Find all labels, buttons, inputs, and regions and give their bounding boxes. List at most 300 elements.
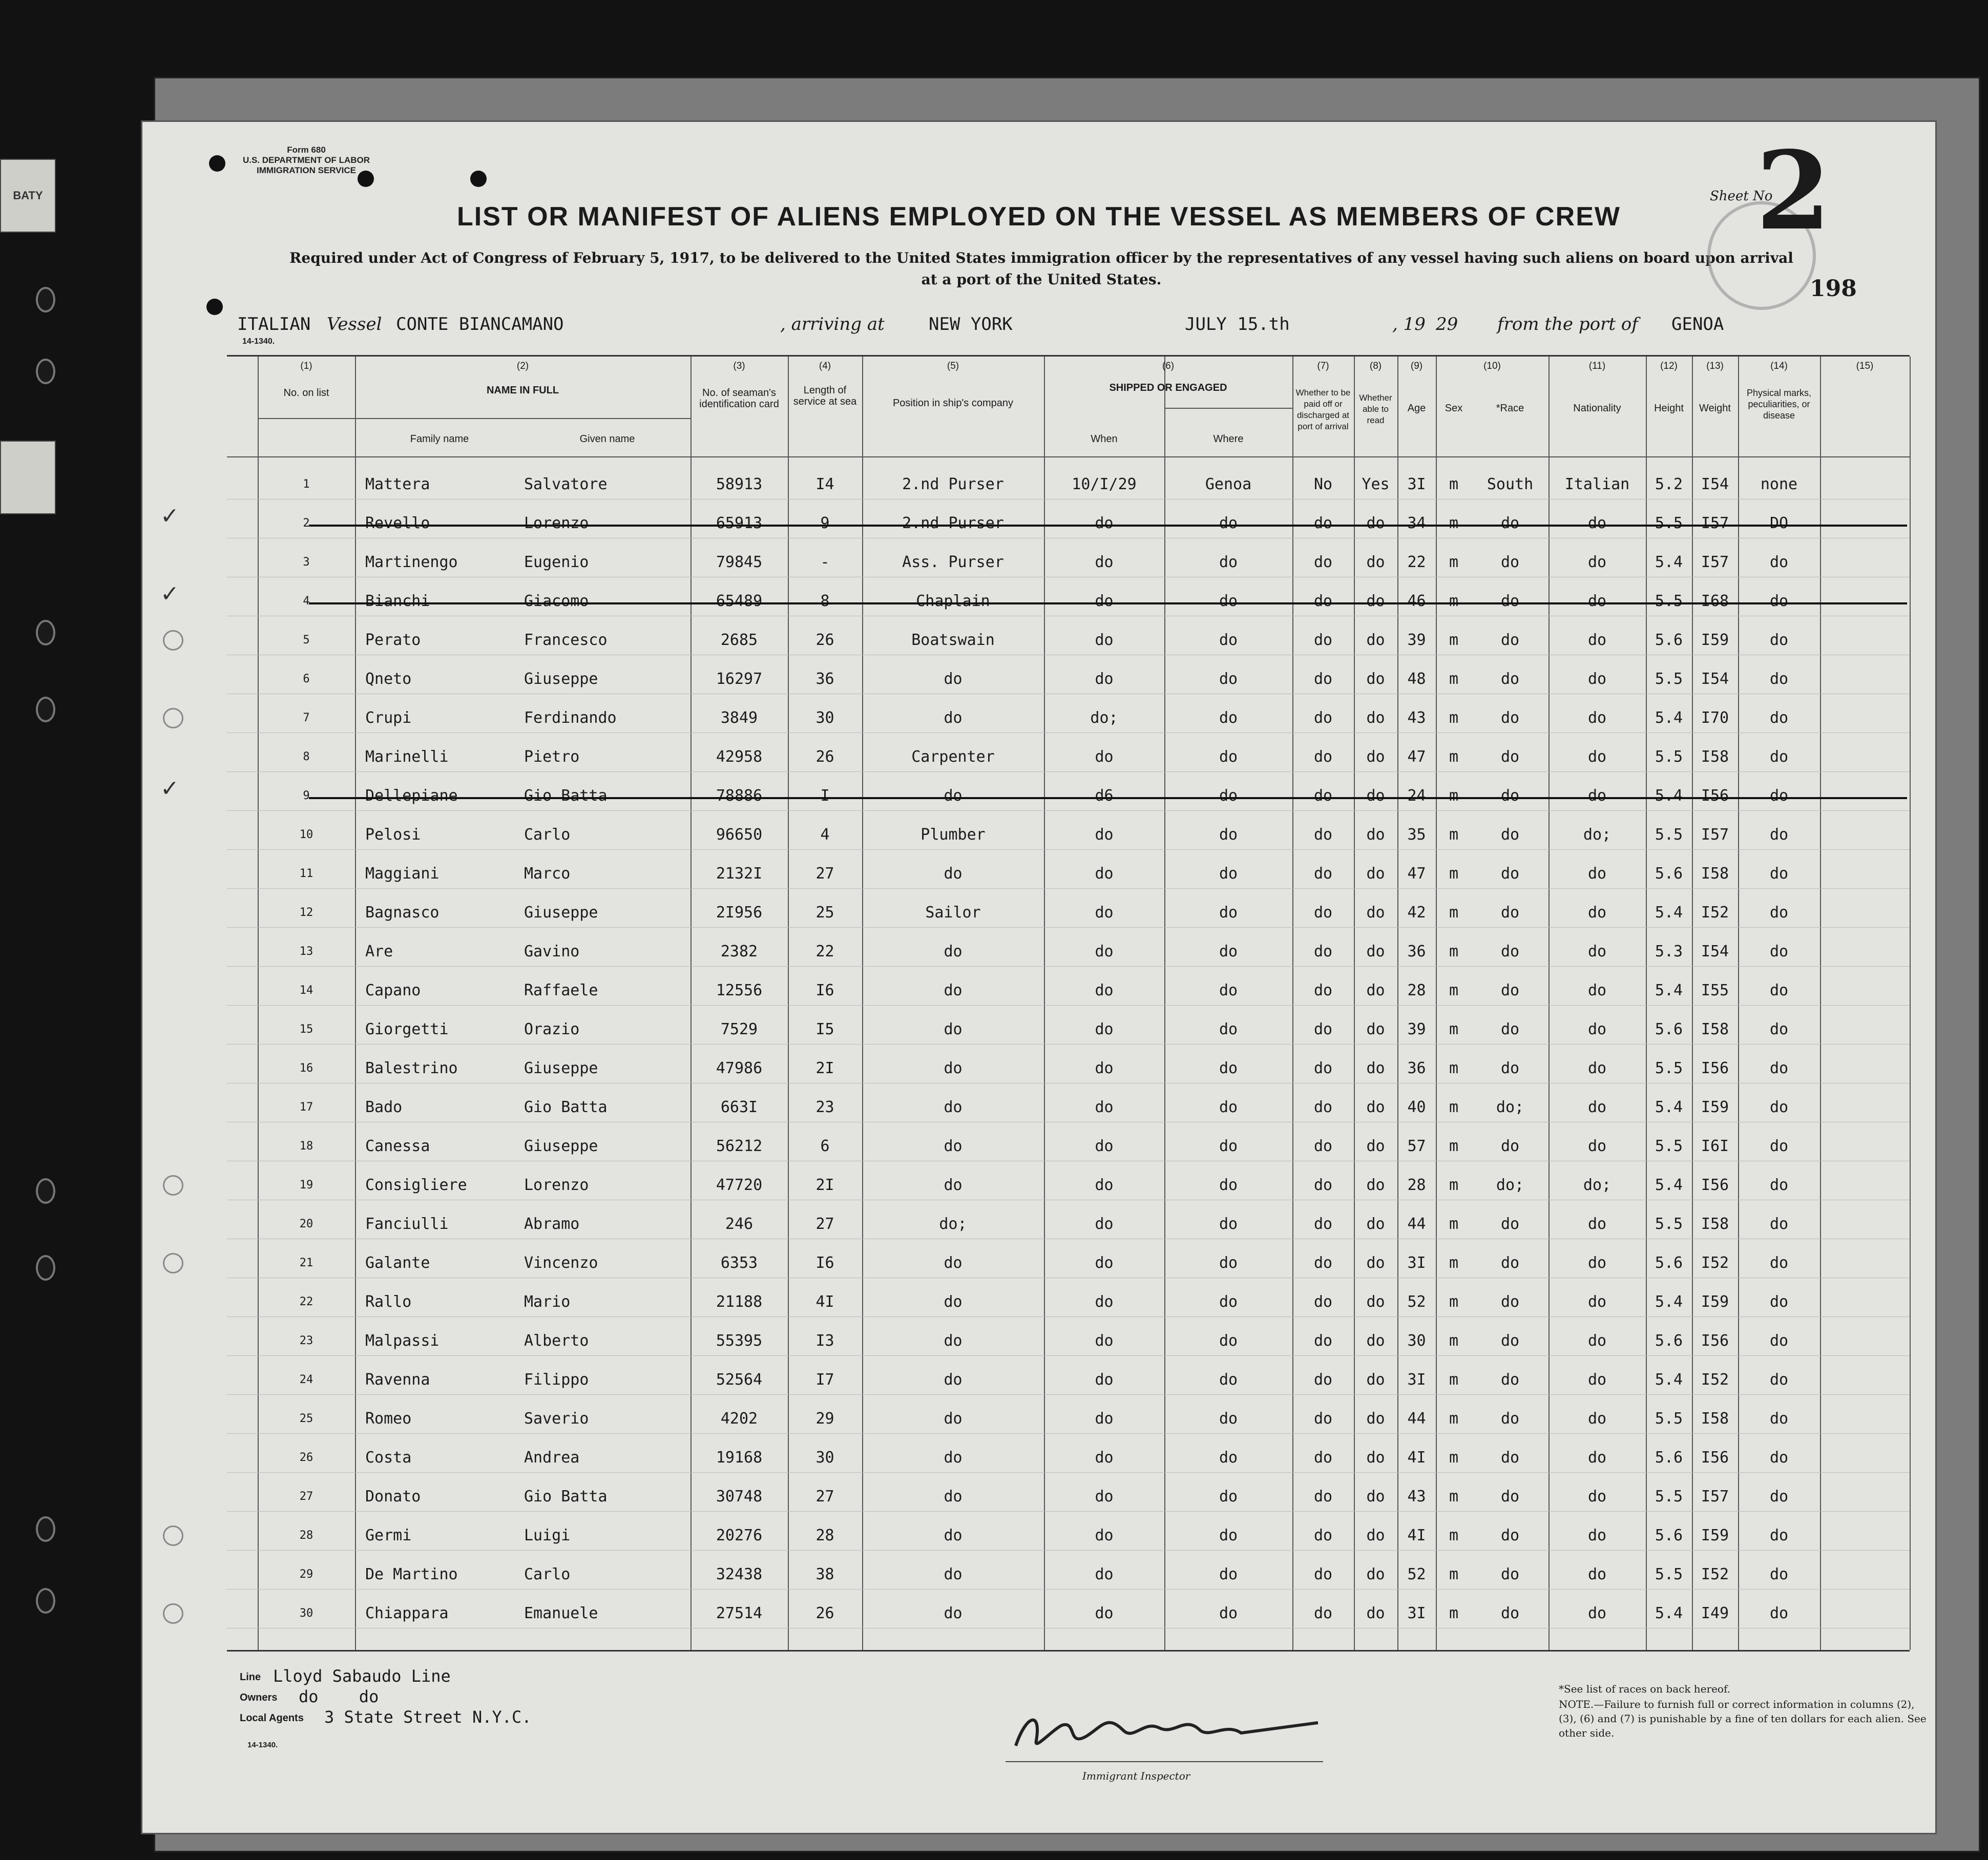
cell-no: 20 bbox=[299, 1218, 313, 1230]
cell-given: Giuseppe bbox=[524, 1059, 598, 1077]
cell-weight: I54 bbox=[1701, 943, 1729, 960]
cell-given: Ferdinando bbox=[524, 709, 617, 727]
cell-when: do bbox=[1095, 1215, 1114, 1233]
cell-weight: I52 bbox=[1701, 1371, 1729, 1389]
cell-race: do bbox=[1500, 1020, 1520, 1038]
manifest-footer bbox=[237, 1654, 1928, 1823]
cell-age: 39 bbox=[1407, 1020, 1426, 1038]
cell-read: do bbox=[1366, 631, 1385, 649]
cell-no: 11 bbox=[299, 867, 313, 880]
cell-nat: do bbox=[1587, 1565, 1607, 1583]
cell-position: do bbox=[944, 1488, 962, 1506]
cell-paid: do bbox=[1313, 1059, 1333, 1077]
cell-paid: do bbox=[1313, 981, 1333, 999]
cell-when: do bbox=[1095, 1332, 1114, 1350]
binder-hole bbox=[36, 697, 55, 722]
header-when: When bbox=[1091, 433, 1118, 445]
cell-where: do bbox=[1219, 1604, 1238, 1622]
cell-read: do bbox=[1366, 981, 1385, 999]
cell-read: do bbox=[1366, 1059, 1385, 1077]
cell-age: 52 bbox=[1407, 1565, 1426, 1583]
cell-family: Rallo bbox=[365, 1293, 412, 1311]
cell-no: 27 bbox=[299, 1490, 313, 1503]
cell-card: 16297 bbox=[716, 670, 763, 688]
arrival-date: JULY 15.th bbox=[1185, 314, 1290, 335]
cell-when: do bbox=[1095, 1059, 1114, 1077]
cell-card: 2132I bbox=[716, 865, 763, 883]
cell-family: Germi bbox=[365, 1527, 412, 1544]
cell-race: do bbox=[1500, 514, 1520, 532]
cell-given: Emanuele bbox=[524, 1604, 598, 1622]
cell-age: 44 bbox=[1407, 1215, 1426, 1233]
cell-nat: do bbox=[1587, 904, 1607, 922]
agents-value: 3 State Street N.Y.C. bbox=[324, 1707, 532, 1727]
cell-sex: m bbox=[1449, 1020, 1459, 1038]
cell-weight: I58 bbox=[1701, 1215, 1729, 1233]
cell-weight: I70 bbox=[1701, 709, 1729, 727]
row-rule bbox=[227, 1316, 1910, 1317]
cell-nat: Italian bbox=[1564, 475, 1630, 493]
cell-card: 78886 bbox=[716, 787, 763, 805]
cell-card: 2685 bbox=[720, 631, 758, 649]
cell-family: Marinelli bbox=[365, 748, 449, 766]
cell-card: 3849 bbox=[720, 709, 758, 727]
cell-when: do bbox=[1095, 592, 1114, 610]
cell-where: do bbox=[1219, 1449, 1238, 1467]
cell-sex: m bbox=[1449, 1565, 1459, 1583]
cell-position: Carpenter bbox=[911, 748, 995, 766]
cell-weight: I52 bbox=[1701, 1254, 1729, 1272]
col-num-5: (5) bbox=[947, 361, 959, 371]
cell-card: 65913 bbox=[716, 514, 763, 532]
cell-race: do; bbox=[1496, 1098, 1524, 1116]
cell-position: do bbox=[944, 1176, 962, 1194]
cell-age: 39 bbox=[1407, 631, 1426, 649]
cell-sex: m bbox=[1449, 631, 1459, 649]
cell-weight: I49 bbox=[1701, 1604, 1729, 1622]
cell-age: 3I bbox=[1407, 1254, 1426, 1272]
cell-nat: do bbox=[1587, 1098, 1607, 1116]
cell-nat: do bbox=[1587, 670, 1607, 688]
cell-length: 26 bbox=[815, 748, 834, 766]
cell-given: Gio Batta bbox=[524, 787, 608, 805]
cell-read: do bbox=[1366, 826, 1385, 844]
cell-race: do bbox=[1500, 943, 1520, 960]
cell-marks: do bbox=[1769, 592, 1789, 610]
cell-nat: do bbox=[1587, 981, 1607, 999]
cell-card: 663I bbox=[720, 1098, 758, 1116]
cell-read: do bbox=[1366, 1098, 1385, 1116]
header-age: Age bbox=[1407, 403, 1426, 414]
cell-given: Raffaele bbox=[524, 981, 598, 999]
cell-age: 28 bbox=[1407, 1176, 1426, 1194]
cell-paid: do bbox=[1313, 1488, 1333, 1506]
cell-age: 47 bbox=[1407, 865, 1426, 883]
row-rule bbox=[227, 771, 1910, 772]
cell-no: 12 bbox=[299, 906, 313, 919]
cell-card: 55395 bbox=[716, 1332, 763, 1350]
cell-nat: do bbox=[1587, 943, 1607, 960]
cell-when: do bbox=[1095, 1488, 1114, 1506]
cell-height: 5.4 bbox=[1655, 1098, 1683, 1116]
cell-position: do bbox=[944, 1410, 962, 1428]
cell-no: 23 bbox=[299, 1334, 313, 1347]
cell-marks: do bbox=[1769, 943, 1789, 960]
header-nationality: Nationality bbox=[1573, 403, 1621, 414]
cell-length: - bbox=[820, 553, 830, 571]
vessel-form-code: 14-1340. bbox=[242, 337, 275, 346]
header-paid-off: Whether to be paid off or discharged at port of arrival bbox=[1295, 388, 1351, 431]
cell-weight: I56 bbox=[1701, 787, 1729, 805]
header-weight: Weight bbox=[1699, 403, 1731, 414]
cell-no: 18 bbox=[299, 1140, 313, 1153]
cell-age: 52 bbox=[1407, 1293, 1426, 1311]
cell-marks: do bbox=[1769, 670, 1789, 688]
cell-where: do bbox=[1219, 904, 1238, 922]
cell-length: I6 bbox=[815, 1254, 834, 1272]
cell-marks: do bbox=[1769, 981, 1789, 999]
cell-age: 46 bbox=[1407, 592, 1426, 610]
cell-family: Bado bbox=[365, 1098, 403, 1116]
cell-sex: m bbox=[1449, 1449, 1459, 1467]
cell-where: do bbox=[1219, 592, 1238, 610]
cell-paid: do bbox=[1313, 1137, 1333, 1155]
cell-family: Fanciulli bbox=[365, 1215, 449, 1233]
cell-no: 14 bbox=[299, 984, 313, 997]
cell-sex: m bbox=[1449, 475, 1459, 493]
cell-no: 5 bbox=[303, 634, 310, 646]
cell-when: do bbox=[1095, 1254, 1114, 1272]
cell-no: 24 bbox=[299, 1373, 313, 1386]
cell-family: Giorgetti bbox=[365, 1020, 449, 1038]
cell-nat: do bbox=[1587, 1488, 1607, 1506]
cell-where: do bbox=[1219, 1020, 1238, 1038]
cell-card: 65489 bbox=[716, 592, 763, 610]
header-where: Where bbox=[1213, 433, 1244, 445]
cell-weight: I58 bbox=[1701, 1410, 1729, 1428]
cell-length: 26 bbox=[815, 1604, 834, 1622]
cell-given: Gavino bbox=[524, 943, 580, 960]
cell-height: 5.4 bbox=[1655, 1293, 1683, 1311]
cell-weight: I55 bbox=[1701, 981, 1729, 999]
col-num-11: (11) bbox=[1588, 361, 1606, 371]
cell-height: 5.6 bbox=[1655, 1020, 1683, 1038]
cell-given: Abramo bbox=[524, 1215, 580, 1233]
cell-nat: do bbox=[1587, 1215, 1607, 1233]
cell-card: 20276 bbox=[716, 1527, 763, 1544]
cell-marks: do bbox=[1769, 1527, 1789, 1544]
row-rule bbox=[227, 1433, 1910, 1434]
cell-when: do; bbox=[1090, 709, 1118, 727]
cell-race: do bbox=[1500, 826, 1520, 844]
cell-marks: do bbox=[1769, 1604, 1789, 1622]
cell-where: do bbox=[1219, 1527, 1238, 1544]
cell-nat: do bbox=[1587, 1059, 1607, 1077]
cell-weight: I54 bbox=[1701, 670, 1729, 688]
cell-weight: I57 bbox=[1701, 1488, 1729, 1506]
cell-height: 5.5 bbox=[1655, 1059, 1683, 1077]
year-prefix: , 19 bbox=[1392, 314, 1426, 335]
cell-given: Mario bbox=[524, 1293, 571, 1311]
cell-position: Chaplain bbox=[916, 592, 990, 610]
binder-tab-top: BATY bbox=[0, 159, 56, 233]
col-num-13: (13) bbox=[1706, 361, 1724, 371]
cell-given: Alberto bbox=[524, 1332, 589, 1350]
cell-nat: do bbox=[1587, 1371, 1607, 1389]
cell-card: 47720 bbox=[716, 1176, 763, 1194]
cell-race: do bbox=[1500, 865, 1520, 883]
cell-weight: I58 bbox=[1701, 865, 1729, 883]
cell-height: 5.5 bbox=[1655, 670, 1683, 688]
arriving-label: , arriving at bbox=[780, 314, 885, 335]
cell-given: Salvatore bbox=[524, 475, 608, 493]
cell-age: 30 bbox=[1407, 1332, 1426, 1350]
row-rule bbox=[227, 966, 1910, 967]
cell-paid: do bbox=[1313, 1098, 1333, 1116]
cell-family: Chiappara bbox=[365, 1604, 449, 1622]
cell-where: do bbox=[1219, 826, 1238, 844]
cell-when: do bbox=[1095, 1565, 1114, 1583]
note-races: *See list of races on back hereof. bbox=[1559, 1683, 1731, 1695]
from-port-label: from the port of bbox=[1497, 314, 1638, 335]
col-num-6: (6) bbox=[1162, 361, 1175, 371]
cell-age: 47 bbox=[1407, 748, 1426, 766]
cell-paid: do bbox=[1313, 1565, 1333, 1583]
cell-when: do bbox=[1095, 1137, 1114, 1155]
cell-family: Perato bbox=[365, 631, 421, 649]
strikethrough-line bbox=[309, 797, 1907, 799]
cell-length: I3 bbox=[815, 1332, 834, 1350]
cell-position: do bbox=[944, 670, 962, 688]
cell-family: Galante bbox=[365, 1254, 430, 1272]
cell-nat: do bbox=[1587, 553, 1607, 571]
cell-where: do bbox=[1219, 1293, 1238, 1311]
cell-nat: do; bbox=[1583, 826, 1612, 844]
cell-age: 4I bbox=[1407, 1527, 1426, 1544]
cell-read: Yes bbox=[1362, 475, 1390, 493]
cell-height: 5.6 bbox=[1655, 1527, 1683, 1544]
owners-value: do do bbox=[299, 1687, 379, 1706]
cell-when: do bbox=[1095, 631, 1114, 649]
cell-family: Costa bbox=[365, 1449, 412, 1467]
cell-paid: do bbox=[1313, 1254, 1333, 1272]
cell-given: Francesco bbox=[524, 631, 608, 649]
cell-given: Pietro bbox=[524, 748, 580, 766]
header-sex: Sex bbox=[1445, 403, 1463, 414]
cell-family: Qneto bbox=[365, 670, 412, 688]
cell-when: do bbox=[1095, 1371, 1114, 1389]
cell-where: do bbox=[1219, 709, 1238, 727]
header-id-card: No. of seaman's identification card bbox=[699, 387, 779, 410]
cell-family: Mattera bbox=[365, 475, 430, 493]
punch-hole bbox=[209, 155, 225, 172]
cell-position: do bbox=[944, 865, 962, 883]
cell-race: do bbox=[1500, 1332, 1520, 1350]
col-num-2: (2) bbox=[516, 361, 529, 371]
cell-card: 56212 bbox=[716, 1137, 763, 1155]
cell-no: 9 bbox=[303, 789, 310, 802]
cell-no: 29 bbox=[299, 1568, 313, 1581]
cell-position: do bbox=[944, 1604, 962, 1622]
cell-age: 34 bbox=[1407, 514, 1426, 532]
cell-read: do bbox=[1366, 1488, 1385, 1506]
sheet-label: Sheet No bbox=[1710, 189, 1773, 204]
cell-marks: do bbox=[1769, 1254, 1789, 1272]
cell-read: do bbox=[1366, 1565, 1385, 1583]
cell-where: do bbox=[1219, 943, 1238, 960]
cell-where: Genoa bbox=[1205, 475, 1252, 493]
cell-position: Plumber bbox=[920, 826, 986, 844]
cell-age: 40 bbox=[1407, 1098, 1426, 1116]
cell-given: Gio Batta bbox=[524, 1488, 608, 1506]
cell-marks: do bbox=[1769, 904, 1789, 922]
cell-marks: do bbox=[1769, 1449, 1789, 1467]
cell-height: 5.4 bbox=[1655, 1371, 1683, 1389]
cell-card: 21188 bbox=[716, 1293, 763, 1311]
cell-where: do bbox=[1219, 1098, 1238, 1116]
cell-length: 30 bbox=[815, 709, 834, 727]
cell-weight: I57 bbox=[1701, 514, 1729, 532]
col-num-1: (1) bbox=[300, 361, 312, 371]
cell-nat: do bbox=[1587, 514, 1607, 532]
cell-length: I7 bbox=[815, 1371, 834, 1389]
cell-read: do bbox=[1366, 709, 1385, 727]
vessel-nationality: ITALIAN bbox=[237, 314, 311, 335]
cell-height: 5.2 bbox=[1655, 475, 1683, 493]
cell-race: do bbox=[1500, 1059, 1520, 1077]
agents-label: Local Agents bbox=[240, 1712, 304, 1724]
cell-weight: I59 bbox=[1701, 631, 1729, 649]
cell-nat: do bbox=[1587, 1604, 1607, 1622]
vessel-label: Vessel bbox=[327, 314, 382, 335]
cell-height: 5.5 bbox=[1655, 1215, 1683, 1233]
cell-no: 3 bbox=[303, 556, 310, 569]
cell-marks: DO bbox=[1769, 514, 1789, 532]
cell-no: 17 bbox=[299, 1101, 313, 1114]
cell-family: Martinengo bbox=[365, 553, 458, 571]
cell-read: do bbox=[1366, 1604, 1385, 1622]
cell-read: do bbox=[1366, 1020, 1385, 1038]
form-identifier: Form 680 U.S. DEPARTMENT OF LABOR IMMIGRATION SERVICE bbox=[242, 145, 370, 175]
inspector-signature bbox=[1006, 1700, 1333, 1761]
cell-nat: do bbox=[1587, 631, 1607, 649]
cell-sex: m bbox=[1449, 1604, 1459, 1622]
cell-nat: do bbox=[1587, 1449, 1607, 1467]
binder-tab-middle bbox=[0, 441, 56, 514]
crew-table bbox=[160, 355, 1910, 1652]
row-rule bbox=[227, 1550, 1910, 1551]
cell-age: 24 bbox=[1407, 787, 1426, 805]
cell-when: do bbox=[1095, 1098, 1114, 1116]
cell-height: 5.6 bbox=[1655, 1254, 1683, 1272]
cell-card: 32438 bbox=[716, 1565, 763, 1583]
cell-length: 29 bbox=[815, 1410, 834, 1428]
cell-paid: do bbox=[1313, 748, 1333, 766]
cell-height: 5.5 bbox=[1655, 1565, 1683, 1583]
cell-card: 2382 bbox=[720, 943, 758, 960]
binder-hole bbox=[36, 1178, 55, 1204]
manifest-sheet bbox=[141, 120, 1937, 1834]
cell-read: do bbox=[1366, 1410, 1385, 1428]
cell-height: 5.5 bbox=[1655, 1410, 1683, 1428]
cell-weight: I56 bbox=[1701, 1059, 1729, 1077]
cell-card: 4202 bbox=[720, 1410, 758, 1428]
cell-read: do bbox=[1366, 943, 1385, 960]
cell-card: 2I956 bbox=[716, 904, 763, 922]
header-physical-marks: Physical marks, peculiarities, or disease bbox=[1746, 388, 1812, 421]
cell-given: Vincenzo bbox=[524, 1254, 598, 1272]
cell-race: do bbox=[1500, 709, 1520, 727]
cell-position: do bbox=[944, 1449, 962, 1467]
cell-paid: do bbox=[1313, 1371, 1333, 1389]
cell-marks: do bbox=[1769, 1293, 1789, 1311]
cell-marks: do bbox=[1769, 1410, 1789, 1428]
cell-race: do bbox=[1500, 592, 1520, 610]
cell-given: Lorenzo bbox=[524, 1176, 589, 1194]
cell-paid: do bbox=[1313, 1293, 1333, 1311]
binder-hole bbox=[36, 1255, 55, 1281]
cell-card: 7529 bbox=[720, 1020, 758, 1038]
cell-nat: do bbox=[1587, 787, 1607, 805]
cell-where: do bbox=[1219, 1137, 1238, 1155]
cell-no: 6 bbox=[303, 673, 310, 685]
cell-sex: m bbox=[1449, 981, 1459, 999]
page-subtitle: Required under Act of Congress of February 5, 1917, to be delivered to the United States immigration officer by the representatives of any vessel having such aliens on board upon arrival at a port of the United States. bbox=[289, 249, 1793, 288]
binder-hole bbox=[36, 359, 55, 384]
departure-port: GENOA bbox=[1671, 314, 1724, 335]
cell-no: 19 bbox=[299, 1179, 313, 1192]
row-rule bbox=[227, 849, 1910, 850]
cell-race: do bbox=[1500, 1137, 1520, 1155]
cell-when: do bbox=[1095, 865, 1114, 883]
cell-given: Filippo bbox=[524, 1371, 589, 1389]
cell-nat: do bbox=[1587, 865, 1607, 883]
cell-sex: m bbox=[1449, 709, 1459, 727]
cell-position: do bbox=[944, 1293, 962, 1311]
cell-weight: I56 bbox=[1701, 1449, 1729, 1467]
col-num-9: (9) bbox=[1410, 361, 1423, 371]
cell-family: Revello bbox=[365, 514, 430, 532]
cell-where: do bbox=[1219, 553, 1238, 571]
cell-marks: do bbox=[1769, 1215, 1789, 1233]
cell-position: 2.nd Purser bbox=[902, 475, 1004, 493]
cell-race: do bbox=[1500, 553, 1520, 571]
col-num-4: (4) bbox=[819, 361, 831, 371]
cell-nat: do; bbox=[1583, 1176, 1612, 1194]
cell-age: 44 bbox=[1407, 1410, 1426, 1428]
cell-race: do; bbox=[1496, 1176, 1524, 1194]
cell-paid: do bbox=[1313, 1604, 1333, 1622]
cell-age: 36 bbox=[1407, 943, 1426, 960]
cell-height: 5.4 bbox=[1655, 1604, 1683, 1622]
cell-when: do bbox=[1095, 1293, 1114, 1311]
cell-position: Ass. Purser bbox=[902, 553, 1004, 571]
cell-family: Romeo bbox=[365, 1410, 412, 1428]
row-rule bbox=[227, 810, 1910, 811]
cell-race: South bbox=[1487, 475, 1534, 493]
cell-marks: do bbox=[1769, 553, 1789, 571]
cell-age: 48 bbox=[1407, 670, 1426, 688]
ring-mark-icon bbox=[163, 1603, 183, 1624]
cell-nat: do bbox=[1587, 1332, 1607, 1350]
cell-given: Giacomo bbox=[524, 592, 589, 610]
ring-mark-icon bbox=[163, 708, 183, 728]
cell-family: Canessa bbox=[365, 1137, 430, 1155]
cell-height: 5.3 bbox=[1655, 943, 1683, 960]
cell-race: do bbox=[1500, 904, 1520, 922]
cell-paid: do bbox=[1313, 787, 1333, 805]
col-num-15: (15) bbox=[1856, 361, 1874, 371]
